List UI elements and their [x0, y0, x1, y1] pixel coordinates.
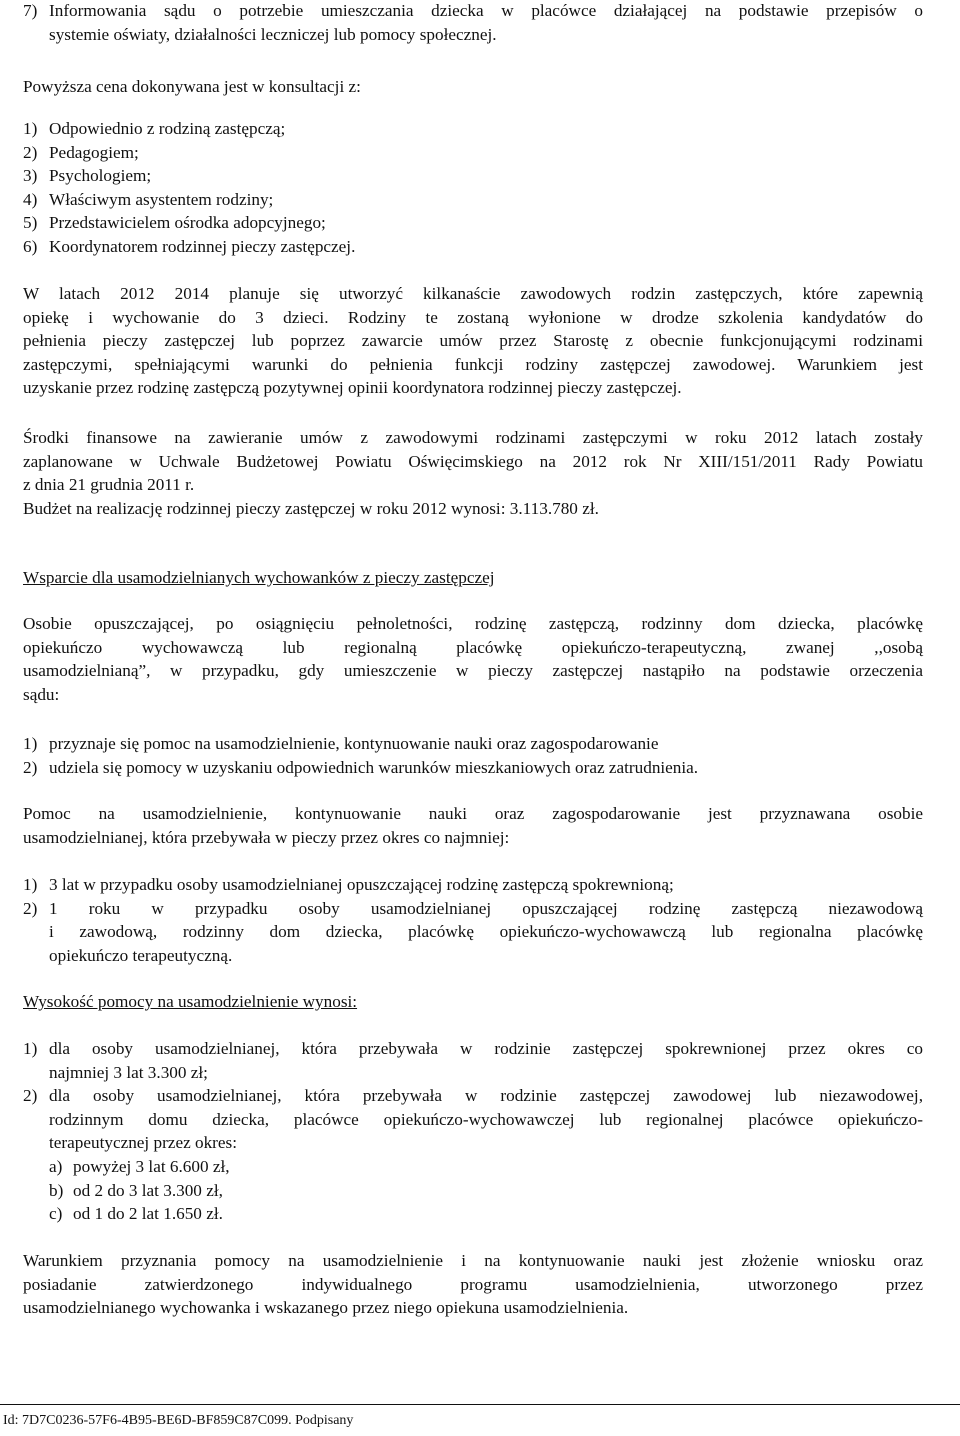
list-text: systemie oświaty, działalności leczniczej lub pomocy społecznej. [49, 24, 497, 44]
aid-paragraph: Pomoc na usamodzielnienie, kontynuowanie nauki oraz zagospodarowanie jest przyznawana osobie usamodzielnianej, która przebywała w pieczy przez okres co najmniej: [23, 804, 923, 847]
sub-list-item: b) od 2 do 3 lat 3.300 zł, [49, 1180, 223, 1200]
list-item: 2) dla osoby usamodzielnianej, która przebywała w rodzinie zastępczej zawodowej lub niezawodowej, rodzinnym domu dziecka, placówce opiekuńczo-wychowawczej lub regionalnej placówce opiekuńczo- terapeutycznej przez okres: [23, 1086, 923, 1153]
condition-paragraph: Warunkiem przyznania pomocy na usamodzielnienie i na kontynuowanie nauki jest złożenie wniosku oraz posiadanie zatwierdzonego indywidualnego programu usamodzielnienia, utworzonego przez usamodzielnianego wychowanka i wskazanego przez niego opiekuna usamodzielnienia. [23, 1251, 923, 1318]
sub-list-item: a) powyżej 3 lat 6.600 zł, [49, 1156, 230, 1176]
list-item: 2) 1 roku w przypadku osoby usamodzielnianej opuszczającej rodzinę zastępczą niezawodową i zawodową, rodzinny dom dziecka, placówkę opiekuńczo-wychowawczą lub regionalna placówkę opiekuńczo terapeutyczną. [23, 898, 923, 965]
list-text: Informowania sądu o potrzebie umieszczania dziecka w placówce działającej na podstawie przepisów o [49, 1, 923, 20]
list-item: 4) Właściwym asystentem rodziny; [23, 189, 274, 209]
amount-list [23, 1037, 923, 1226]
period-list [23, 873, 923, 967]
consult-intro: Powyższa cena dokonywana jest w konsultacji z: [23, 77, 361, 96]
consult-list [23, 117, 923, 259]
amount-heading: Wysokość pomocy na usamodzielnienie wynosi: [23, 992, 358, 1011]
list-item: 1) przyznaje się pomoc na usamodzielnienie, kontynuowanie nauki oraz zagospodarowanie [23, 734, 659, 753]
list-item: 1) dla osoby usamodzielnianej, która przebywała w rodzinie zastępczej spokrewnionej przez okres co najmniej 3 lat 3.300 zł; [23, 1039, 923, 1082]
sub-list-item: c) od 1 do 2 lat 1.650 zł. [49, 1204, 223, 1224]
list-item: 3) Psychologiem; [23, 166, 152, 186]
support-paragraph: Osobie opuszczającej, po osiągnięciu pełnoletności, rodzinę zastępczą, rodzinny dom dziecka, placówkę opiekuńczo wychowawczą lub regionalną placówkę opiekuńczo-terapeutyczną, zwanej ,,osobą usamodzielnianą”, w przypadku, gdy umieszczenie w pieczy zastępczej nastąpiło na podstawie orzeczenia sądu: [23, 614, 923, 704]
document-id-footer: Id: 7D7C0236-57F6-4B95-BE6D-BF859C87C099. Podpisany [3, 1413, 354, 1428]
list-item: 1) 3 lat w przypadku osoby usamodzielnianej opuszczającej rodzinę zastępczą spokrewnioną; [23, 875, 674, 894]
section-heading: Wsparcie dla usamodzielnianych wychowanków z pieczy zastępczej [23, 568, 495, 587]
funds-paragraph: Środki finansowe na zawieranie umów z zawodowymi rodzinami zastępczymi w roku 2012 latach zostały zaplanowane w Uchwale Budżetowej Powiatu Oświęcimskiego na 2012 rok Nr XIII/151/2011 Rady Powiatu z dnia 21 grudnia 2011 r. Budżet na realizację rodzinnej pieczy zastępczej w roku 2012 wynosi: 3.113.780 zł. [23, 428, 923, 518]
list-item: 1) Odpowiednio z rodziną zastępczą; [23, 119, 286, 138]
list-item: 2) Pedagogiem; [23, 142, 139, 162]
list-item: 2) udziela się pomocy w uzyskaniu odpowiednich warunków mieszkaniowych oraz zatrudnienia. [23, 757, 699, 777]
support-list [23, 732, 923, 779]
list-item: 6) Koordynatorem rodzinnej pieczy zastępczej. [23, 236, 356, 256]
list-number: 7) [23, 1, 38, 20]
list-item [23, 0, 923, 46]
plan-paragraph: W latach 2012 2014 planuje się utworzyć kilkanaście zawodowych rodzin zastępczych, które zapewnią opiekę i wychowanie do 3 dzieci. Rodziny te zostaną wyłonione w drodze szkolenia kandydatów do pełnienia pieczy zastępczej lub poprzez zawarcie umów przez Starostę z obecnie funkcjonującymi rodzinami zastępczymi, spełniającymi warunki do pełnienia funkcji rodziny zastępczej zawodowej. Warunkiem jest uzyskanie przez rodzinę zastępczą pozytywnej opinii koordynatora rodzinnej pieczy zastępczej. [23, 284, 923, 398]
footer-divider [0, 1404, 960, 1405]
list-item: 5) Przedstawicielem ośrodka adopcyjnego; [23, 213, 326, 233]
